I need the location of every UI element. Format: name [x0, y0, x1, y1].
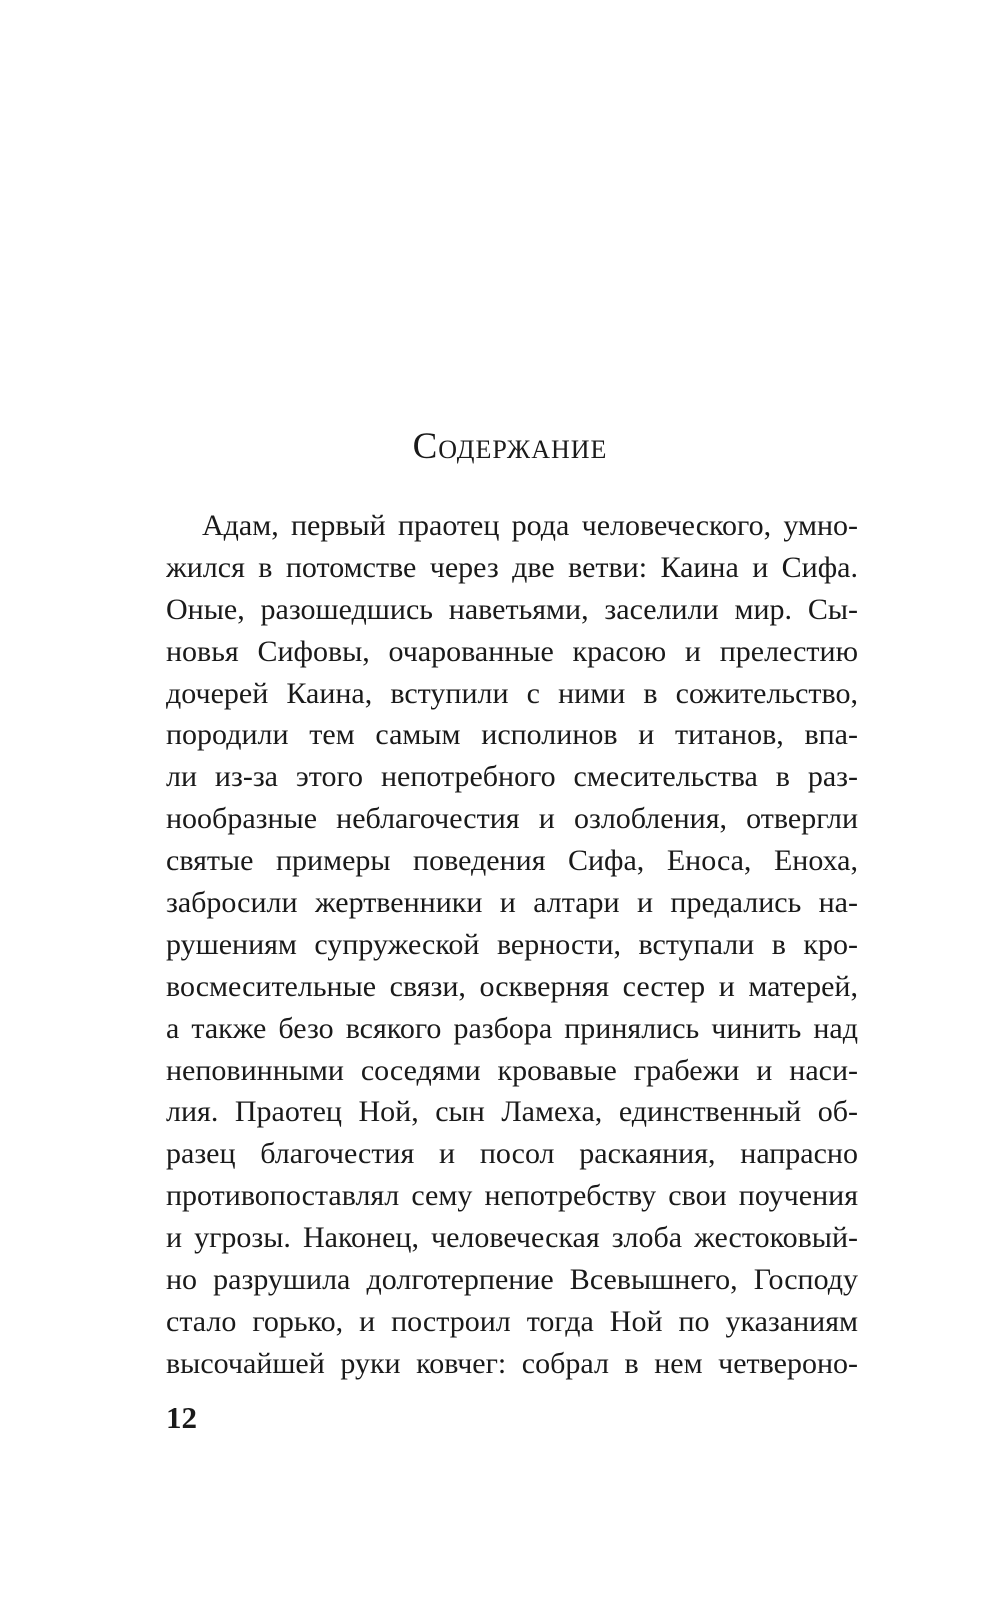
text-line: нообразные неблагочестия и озлобления, отвергли [166, 802, 858, 836]
text-line: высочайшей руки ковчег: собрал в нем четвероно- [166, 1346, 858, 1380]
text-line: стало горько, и построил тогда Ной по указаниям [166, 1304, 858, 1338]
text-line: Адам, первый праотец рода человеческого, умно- [202, 509, 858, 542]
text-line: жился в потомстве через две ветви: Каина и Сифа. [166, 550, 858, 584]
text-line: лия. Праотец Ной, сын Ламеха, единственный об- [166, 1095, 858, 1129]
text-line: противопоставлял сему непотребству свои поучения [166, 1179, 858, 1213]
text-line: святые примеры поведения Сифа, Еноса, Еноха, [166, 844, 858, 878]
page-number: 12 [166, 1400, 197, 1435]
text-line: разец благочестия и посол раскаяния, напрасно [166, 1137, 858, 1171]
text-line: но разрушила долготерпение Всевышнего, Господу [166, 1263, 858, 1297]
text-line: и угрозы. Наконец, человеческая злоба жестоковый- [166, 1221, 858, 1255]
text-line: дочерей Каина, вступили с ними в сожительство, [166, 676, 858, 710]
text-line: неповинными соседями кровавые грабежи и наси- [166, 1053, 858, 1087]
text-line: Оные, разошедшись наветьями, заселили мир. Сы- [166, 592, 858, 626]
text-line: ли из-за этого непотребного смесительства в раз- [166, 760, 858, 794]
text-line: забросили жертвенники и алтари и предались на- [166, 886, 858, 920]
text-line: породили тем самым исполинов и титанов, впа- [166, 718, 858, 752]
body-paragraph [166, 505, 858, 1385]
text-line: новья Сифовы, очарованные красою и прелестию [166, 634, 858, 668]
text-line: восмесительные связи, оскверняя сестер и матерей, [166, 969, 858, 1003]
text-line: рушениям супружеской верности, вступали в кро- [166, 927, 858, 961]
chapter-heading: Содержание [412, 426, 608, 467]
text-line: а также безо всякого разбора принялись чинить над [166, 1011, 858, 1045]
